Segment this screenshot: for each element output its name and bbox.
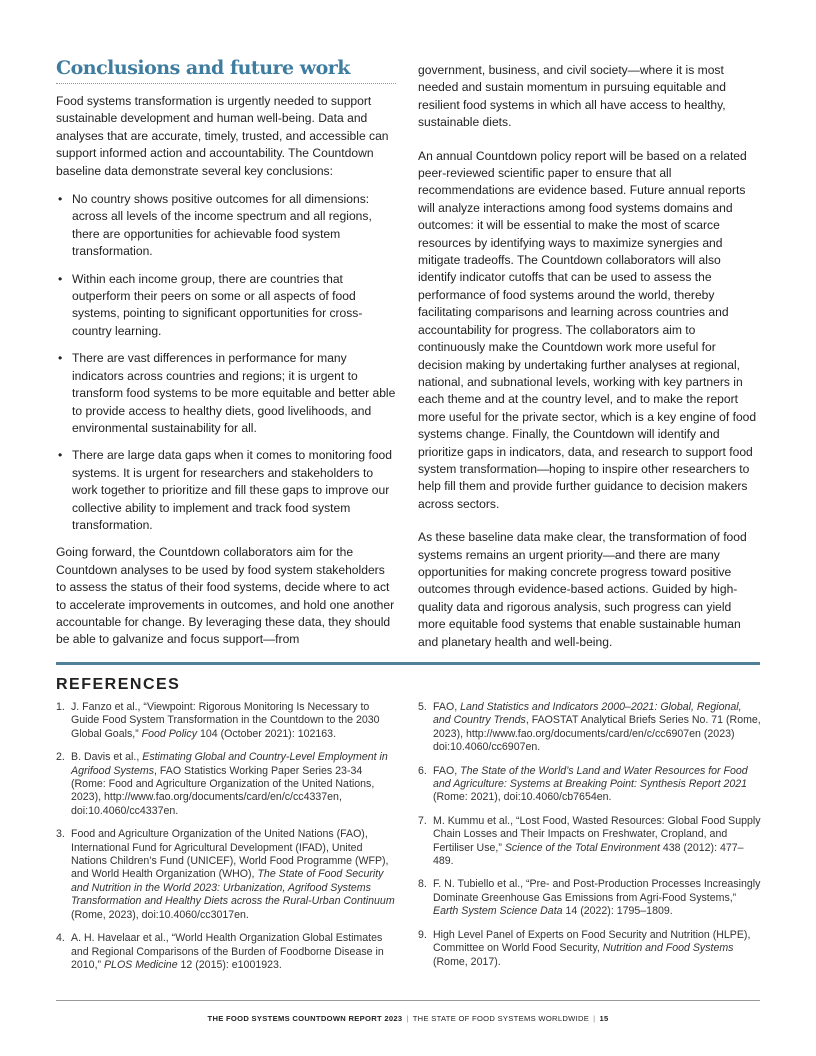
- reference-text: 438 (2012): 477–489.: [433, 841, 744, 868]
- reference-number: 9.: [418, 928, 427, 941]
- reference-number: 1.: [56, 701, 65, 713]
- reference-number: 3.: [56, 828, 65, 841]
- list-item-text: There are vast differences in performance for many indicators across countries and regions; it is urgent to transform food systems to be more equitable and better able to provide access to healthy diets, good livelihoods, and environmental sustainability for all.: [72, 351, 396, 435]
- reference-number: 7.: [418, 814, 427, 827]
- references-left-column: [56, 701, 398, 982]
- section-title: Conclusions and future work: [56, 56, 396, 84]
- bullet-icon: •: [58, 351, 63, 366]
- footer-separator: |: [406, 1014, 409, 1023]
- reference-item: [418, 929, 762, 969]
- reference-title: Earth System Science Data: [433, 905, 563, 918]
- reference-text: B. Davis et al.,: [71, 751, 143, 764]
- reference-text: (Rome: 2021), doi:10.4060/cb7654en.: [433, 791, 612, 804]
- reference-item: [418, 765, 762, 805]
- reference-number: 2.: [56, 751, 65, 764]
- reference-item: [418, 878, 762, 918]
- reference-text: 14 (2022): 1795–1809.: [562, 905, 673, 918]
- list-item-text: No country shows positive outcomes for all dimensions: across all levels of the income spectrum and all regions, there are opportunities for achievable food system transformation.: [72, 192, 372, 259]
- reference-text: A. H. Havelaar et al., “World Health Organization Global Estimates and Regional Comparisons of the Burden of Foodborne Disease in 2010,”: [71, 932, 384, 971]
- reference-text: , FAO Statistics Working Paper Series 23-34 (Rome: Food and Agriculture Organization of the United Nations, 2023), http://www.fao.org/documents/card/en/c/cc4337en, doi:10.4060/cc4337en.: [71, 764, 375, 817]
- policy-report-paragraph: An annual Countdown policy report will be based on a related peer-reviewed scientific paper to ensure that all recommendations are evidence based. Future annual reports will analyze interactions among food systems domains and outcomes: it will be essential to make the most of scarce resources by identifying ways to maximize synergies and mitigate tradeoffs. The Countdown collaborators will also identify indicator cutoffs that can be used to assess the performance of food systems around the world, thereby facilitating comparisons and learning across countries and accountability for progress. The collaborators aim to continuously make the Countdown work more useful for decision making by undertaking further analyses at regional, national, and subnational levels, working with key partners in each theme and at the country level, and to make the report more useful for the private sector, which is a key engine of food systems change. Finally, the Countdown will identify and prioritize gaps in indicators, data, and research to support food system transformation—hoping to inspire other researchers to help fill them and provide further guidance to decision makers across sectors.: [418, 148, 757, 511]
- reference-item: [56, 701, 398, 741]
- list-item-text: There are large data gaps when it comes to monitoring food systems. It is urgent for researchers and stakeholders to work together to prioritize and fill these gaps to improve our collective ability to implement and track food system transformation.: [72, 448, 392, 532]
- reference-text: 12 (2015): e1001923.: [177, 958, 282, 971]
- reference-number: 4.: [56, 932, 65, 945]
- right-column: [418, 62, 762, 651]
- list-item: [56, 271, 396, 341]
- bullet-icon: •: [58, 448, 63, 463]
- reference-text: High Level Panel of Experts on Food Security and Nutrition (HLPE), Committee on World Food Security,: [433, 928, 751, 955]
- reference-title: Estimating Global and Country-Level Employment in Agrifood Systems: [71, 751, 388, 777]
- reference-item: [56, 932, 398, 972]
- conclusions-list: [56, 191, 396, 534]
- references-right-column: [418, 701, 762, 979]
- reference-text: 104 (October 2021): 102163.: [197, 727, 337, 740]
- footer-section-title: THE STATE OF FOOD SYSTEMS WORLDWIDE: [412, 1014, 590, 1023]
- reference-title: Science of the Total Environment: [504, 841, 660, 854]
- reference-title: The State of Food Security and Nutrition in the World 2023: Urbanization, Agrifood Systems Transformation and Healthy Diets across the Rural-Urban Continuum: [71, 868, 395, 908]
- bullet-icon: •: [58, 271, 63, 286]
- final-paragraph: As these baseline data make clear, the transformation of food systems remains an urgent priority—and there are many opportunities for making concrete progress toward positive outcomes through evidence-based actions. Guided by high-quality data and rigorous analysis, such progress can yield more equitable food systems that enable sustainable human and planetary health and well-being.: [418, 530, 747, 649]
- reference-item: [418, 701, 762, 755]
- reference-text: FAO,: [433, 764, 461, 777]
- reference-title: Land Statistics and Indicators 2000–2021: Global, Regional, and Country Trends: [433, 701, 742, 727]
- reference-number: 8.: [418, 878, 427, 891]
- reference-title: PLOS Medicine: [103, 958, 178, 971]
- references-divider: [56, 662, 760, 665]
- bullet-icon: •: [58, 192, 63, 207]
- reference-title: The State of the World’s Land and Water Resources for Food and Agriculture: Systems at Breaking Point: Synthesis Report 2021: [433, 764, 748, 791]
- reference-text: F. N. Tubiello et al., “Pre- and Post-Production Processes Increasingly Dominate Greenhouse Gas Emissions from Agri-Food Systems,”: [433, 878, 761, 904]
- reference-text: Food and Agriculture Organization of the United Nations (FAO), International Fund for Agricultural Development (IFAD), United Nations Children’s Fund (UNICEF), World Food Programme (WFP), and World Health Organization (WHO),: [71, 828, 389, 881]
- reference-text: (Rome, 2023), doi:10.4060/cc3017en.: [71, 908, 249, 921]
- footer-separator: |: [593, 1014, 596, 1023]
- list-item-text: Within each income group, there are countries that outperform their peers on some or all aspects of food systems, pointing to significant opportunities for cross-country learning.: [72, 271, 363, 338]
- left-column: [56, 56, 396, 649]
- page-number: 15: [599, 1014, 609, 1023]
- reference-title: Nutrition and Food Systems: [602, 942, 734, 955]
- reference-number: 6.: [418, 764, 427, 777]
- intro-paragraph: Food systems transformation is urgently needed to support sustainable development and human well-being. Data and analyses that are accurate, timely, trusted, and accessible can support informed action and accountability. The Countdown baseline data demonstrate several key conclusions:: [56, 94, 389, 178]
- closing-paragraph: Going forward, the Countdown collaborators aim for the Countdown analyses to be used by food system stakeholders to assess the status of their food systems, decide where to act to accelerate improvements in outcomes, and hold one another accountable for change. By leveraging these data, they should be able to galvanize and focus support—from: [56, 545, 395, 647]
- reference-item: [418, 815, 762, 869]
- reference-text: FAO,: [433, 701, 461, 713]
- footer-report-title: THE FOOD SYSTEMS COUNTDOWN REPORT 2023: [207, 1014, 403, 1023]
- reference-text: , FAOSTAT Analytical Briefs Series No. 71 (Rome, 2023), http://www.fao.org/documents/card/en/c/cc6907en (2023) doi:10.4060/cc6907en.: [433, 714, 761, 754]
- references-heading: REFERENCES: [56, 676, 181, 693]
- continuation-paragraph: government, business, and civil society—where it is most needed and sustain momentum in pursuing equitable and resilient food systems in which all have access to healthy, sustainable diets.: [418, 63, 726, 130]
- footer-divider: [56, 1000, 760, 1001]
- list-item: [56, 350, 396, 437]
- reference-title: Food Policy: [141, 727, 198, 740]
- page-footer: [0, 1014, 816, 1023]
- reference-text: M. Kummu et al., “Lost Food, Wasted Resources: Global Food Supply Chain Losses and Their Impacts on Freshwater, Cropland, and Fertiliser Use,”: [433, 814, 761, 854]
- reference-item: [56, 828, 398, 922]
- reference-number: 5.: [418, 701, 427, 713]
- reference-text: J. Fanzo et al., “Viewpoint: Rigorous Monitoring Is Necessary to Guide Food System Transformation in the Countdown to the 2030 Global Goals,”: [71, 701, 380, 740]
- reference-item: [56, 751, 398, 818]
- list-item: [56, 447, 396, 534]
- reference-text: (Rome, 2017).: [433, 955, 501, 968]
- list-item: [56, 191, 396, 261]
